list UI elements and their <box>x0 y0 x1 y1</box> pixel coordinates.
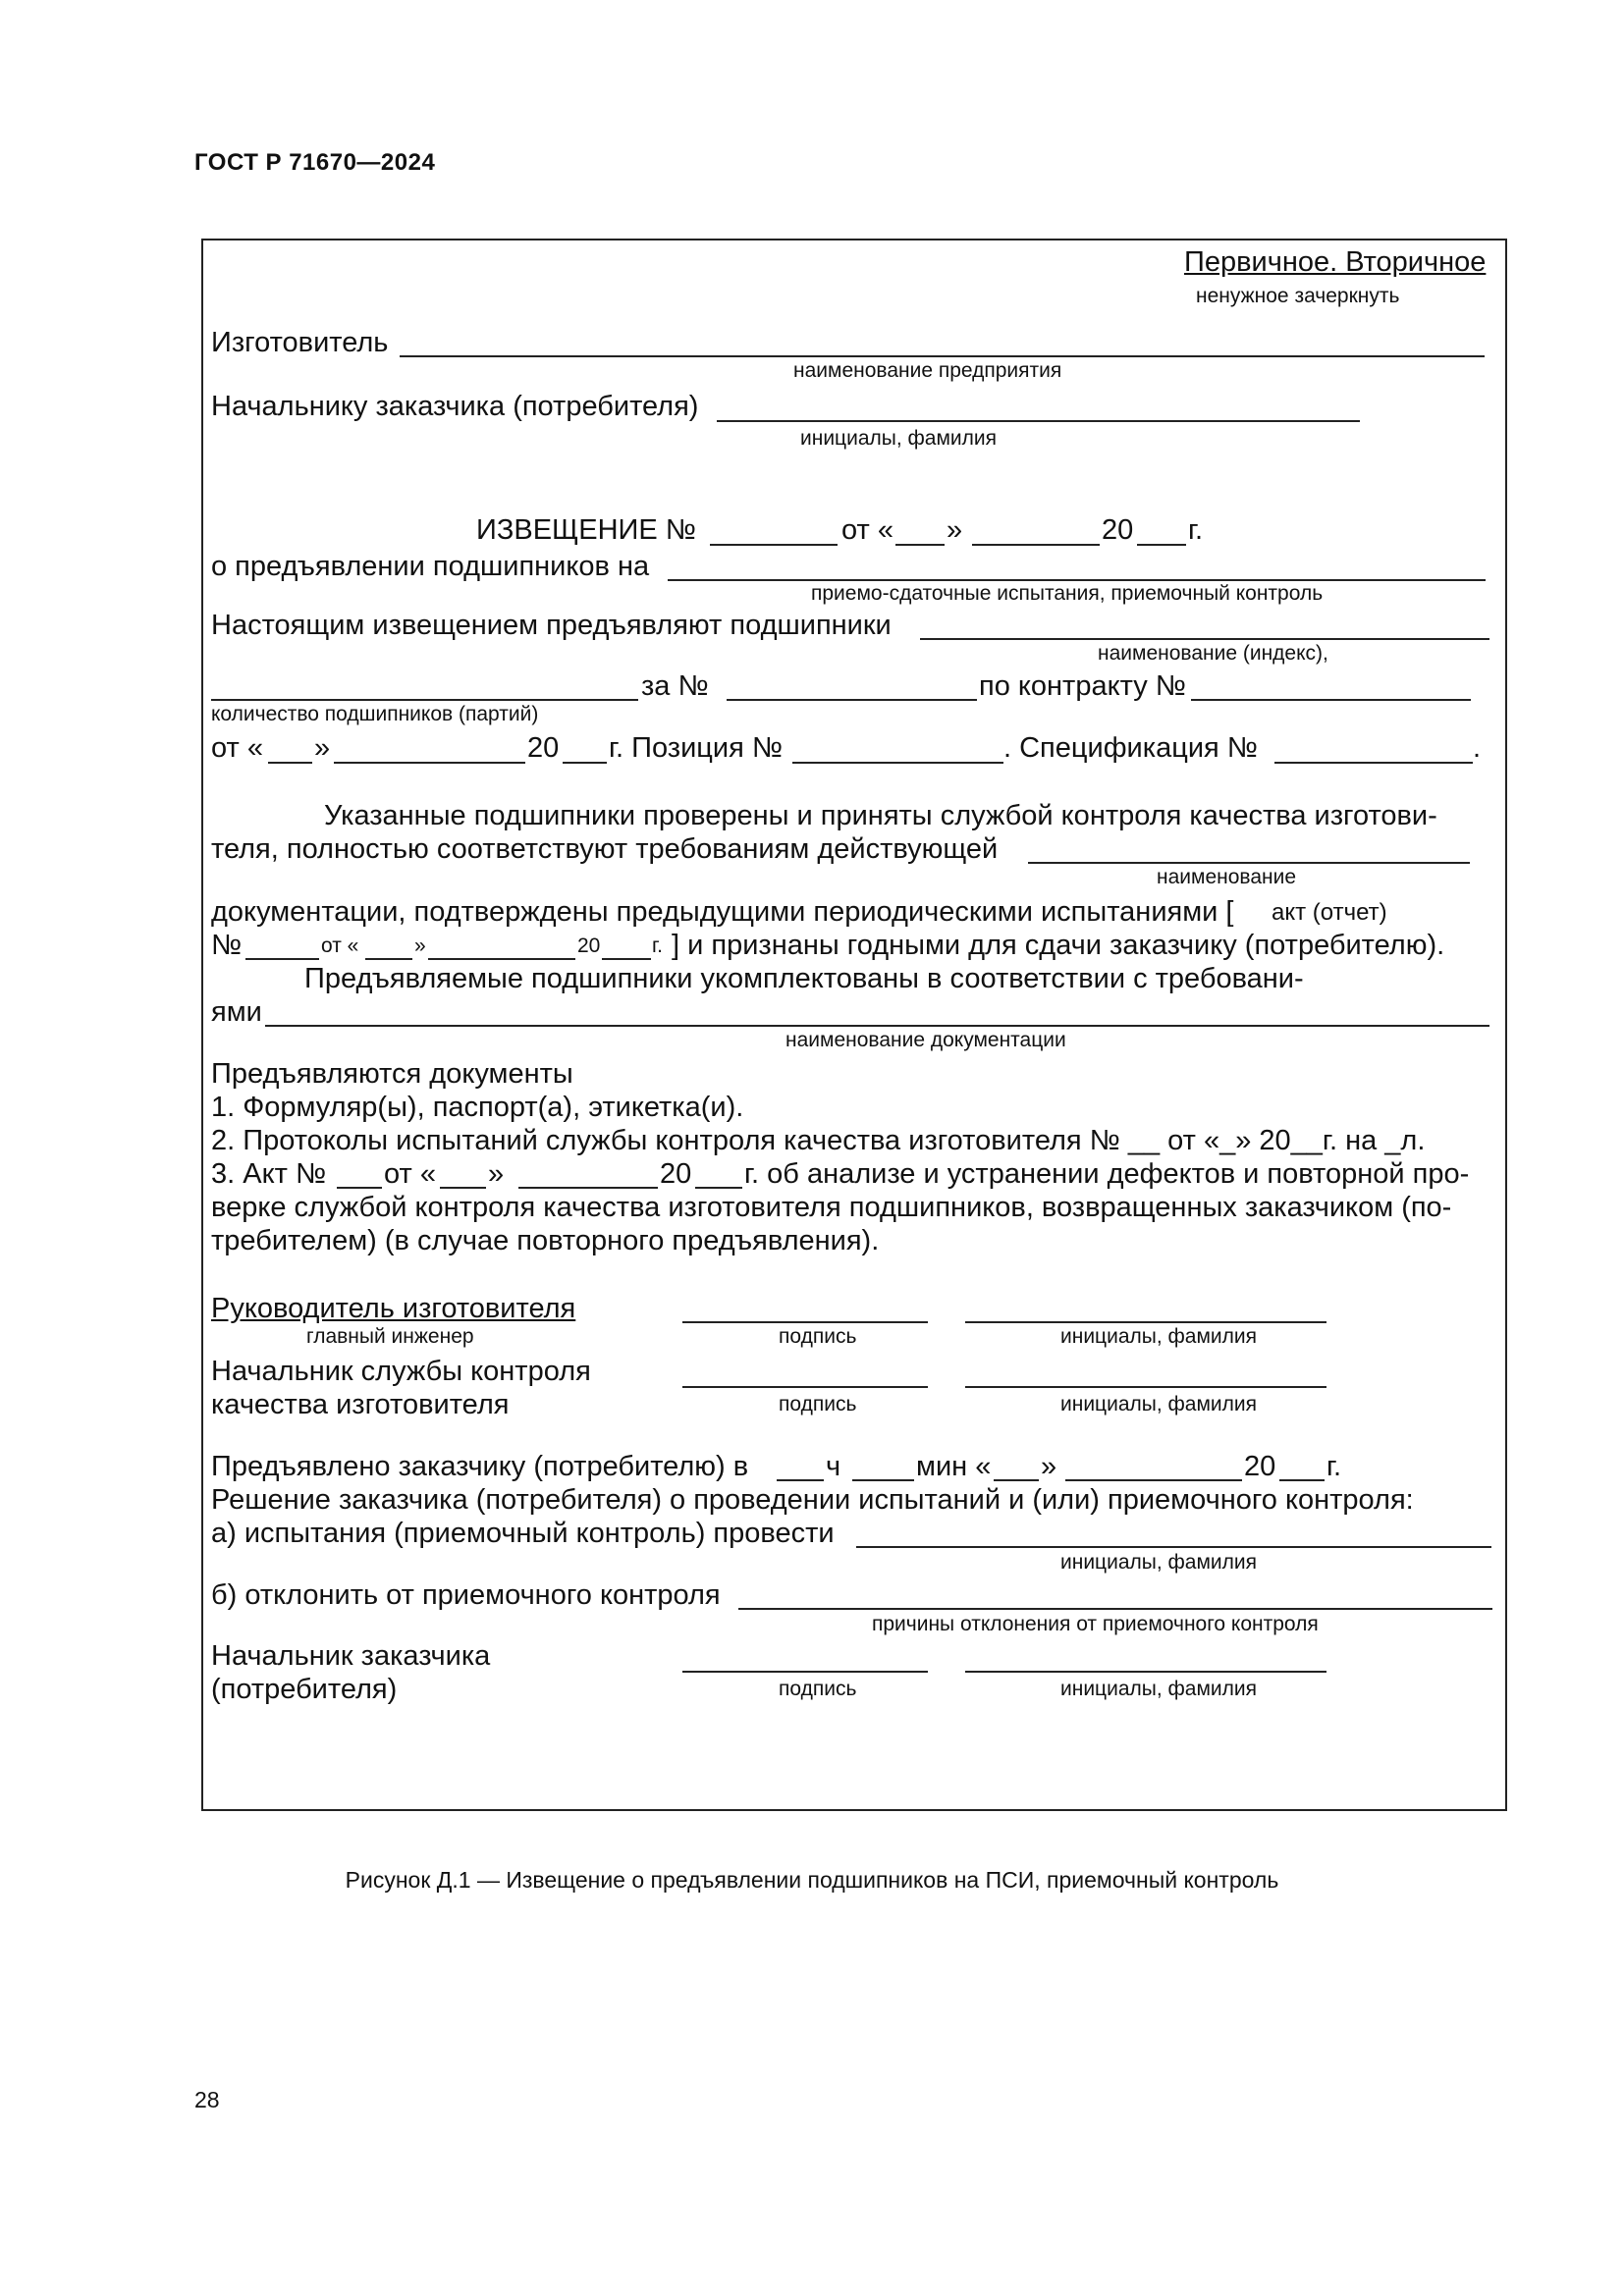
figure-caption: Рисунок Д.1 — Извещение о предъявлении подшипников на ПСИ, приемочный контроль <box>345 1867 1279 1893</box>
present-label: Настоящим извещением предъявляют подшипники <box>211 610 892 641</box>
para2-line2: ями <box>211 996 262 1028</box>
standard-header: ГОСТ Р 71670—2024 <box>194 149 436 176</box>
position-label: г. Позиция № <box>609 732 783 764</box>
doc3-no-line <box>337 1187 382 1189</box>
presented-year: 20 <box>1244 1451 1276 1482</box>
primary-secondary-label: Первичное. Вторичное <box>1184 246 1487 278</box>
decision-label: Решение заказчика (потребителя) о проведении испытаний и (или) приемочного контроля: <box>211 1484 1414 1516</box>
line-from-close: » <box>314 732 331 764</box>
notice-day-line <box>895 544 945 546</box>
para2-line <box>265 1025 1489 1027</box>
para1-line2: теля, полностью соответствуют требованиям действующей <box>211 833 999 865</box>
head-mfr-name-hint: инициалы, фамилия <box>1060 1325 1257 1348</box>
decision-a-hint: инициалы, фамилия <box>1060 1551 1257 1574</box>
para1-quote: » <box>414 934 426 957</box>
head-mfr-hint: главный инженер <box>306 1325 474 1348</box>
presentation-line <box>668 579 1486 581</box>
notice-from: от « <box>841 514 893 546</box>
doc-3-label: 3. Акт № <box>211 1158 327 1190</box>
presented-label: Предъявлено заказчику (потребителю) в <box>211 1451 749 1482</box>
presentation-hint: приемо-сдаточные испытания, приемочный контроль <box>811 582 1324 605</box>
para1-line3: документации, подтверждены предыдущими периодическими испытаниями [ <box>211 896 1234 928</box>
contract-label: по контракту № <box>979 670 1186 702</box>
line-year-fill <box>563 762 607 764</box>
line-year: 20 <box>527 732 560 764</box>
presented-month-line <box>1065 1479 1242 1481</box>
line-month <box>334 762 525 764</box>
position-line <box>792 762 1003 764</box>
head-mfr-name-line <box>965 1321 1326 1323</box>
doc-3-from: от « <box>384 1158 436 1190</box>
present-line <box>920 638 1489 640</box>
presented-g: г. <box>1326 1451 1342 1482</box>
manufacturer-hint: наименование предприятия <box>793 359 1062 382</box>
head-mfr-sign-hint: подпись <box>779 1325 857 1348</box>
decision-b: б) отклонить от приемочного контроля <box>211 1579 721 1611</box>
para1-no: № <box>211 930 243 961</box>
qc-sign-hint: подпись <box>779 1393 857 1415</box>
para1-from: от « <box>321 934 359 957</box>
decision-a-line <box>856 1546 1491 1548</box>
contract-line <box>1191 699 1471 701</box>
docs-title: Предъявляются документы <box>211 1058 573 1090</box>
page-number: 28 <box>194 2087 220 2112</box>
customer-sign-line <box>682 1671 928 1673</box>
para1-year-line <box>602 958 651 960</box>
presented-quote: » <box>1041 1451 1057 1482</box>
doc-3-line2: верке службой контроля качества изготовителя подшипников, возвращенных заказчиком (по- <box>211 1192 1452 1223</box>
customer-head-line1: Начальник заказчика <box>211 1640 491 1672</box>
para2-hint: наименование документации <box>785 1029 1066 1051</box>
presented-min: мин « <box>916 1451 992 1482</box>
notice-quote: » <box>947 514 963 546</box>
presented-h: ч <box>826 1451 841 1482</box>
doc-3-year: 20 <box>660 1158 692 1190</box>
customer-sign-hint: подпись <box>779 1678 857 1700</box>
para1-end: ] и признаны годными для сдачи заказчику (потребителю). <box>672 930 1445 961</box>
doc3-year-line <box>695 1187 742 1189</box>
doc-2: 2. Протоколы испытаний службы контроля качества изготовителя № __ от «_» 20__г. на _л. <box>211 1125 1426 1156</box>
para1-year: 20 <box>577 934 601 957</box>
notice-title: ИЗВЕЩЕНИЕ № <box>476 514 696 546</box>
doc3-day-line <box>440 1187 486 1189</box>
customer-name-hint: инициалы, фамилия <box>1060 1678 1257 1700</box>
qty-hint: количество подшипников (партий) <box>211 703 539 725</box>
doc-1: 1. Формуляр(ы), паспорт(а), этикетка(и). <box>211 1092 744 1123</box>
decision-b-hint: причины отклонения от приемочного контроля <box>872 1613 1319 1635</box>
chief-label: Начальнику заказчика (потребителя) <box>211 391 699 422</box>
notice-year-line <box>1137 544 1186 546</box>
chief-line <box>717 420 1360 422</box>
presented-year-line <box>1279 1479 1325 1481</box>
presentation-label: о предъявлении подшипников на <box>211 551 650 582</box>
presented-day-line <box>994 1479 1039 1481</box>
para1-act: акт (отчет) <box>1272 899 1387 926</box>
za-no-line <box>727 699 977 701</box>
qc-name-line <box>965 1386 1326 1388</box>
para1-g: г. <box>652 934 663 957</box>
para1-day-line <box>365 958 412 960</box>
spec-end: . <box>1473 732 1482 764</box>
para2-line1: Предъявляемые подшипники укомплектованы в соответствии с требовани- <box>304 963 1304 994</box>
qc-name-hint: инициалы, фамилия <box>1060 1393 1257 1415</box>
strike-hint: ненужное зачеркнуть <box>1196 285 1400 307</box>
para1-no-line <box>245 958 319 960</box>
decision-b-line <box>738 1608 1492 1610</box>
decision-a: а) испытания (приемочный контроль) провести <box>211 1518 835 1549</box>
qty-line <box>211 699 638 701</box>
za-no-label: за № <box>641 670 709 702</box>
para1-doc-line <box>1028 862 1470 864</box>
notice-number-line <box>710 544 838 546</box>
notice-month-line <box>972 544 1100 546</box>
doc-3-rest: г. об анализе и устранении дефектов и повторной про- <box>744 1158 1470 1190</box>
para1-hint: наименование <box>1157 866 1297 888</box>
para1-line1: Указанные подшипники проверены и приняты службой контроля качества изготови- <box>324 800 1437 831</box>
doc-3-quote: » <box>488 1158 505 1190</box>
customer-name-line <box>965 1671 1326 1673</box>
qc-head-line2: качества изготовителя <box>211 1389 510 1420</box>
head-mfr-sign-line <box>682 1321 928 1323</box>
manufacturer-line <box>400 355 1485 357</box>
manufacturer-label: Изготовитель <box>211 327 389 358</box>
doc3-month-line <box>518 1187 658 1189</box>
presented-min-line <box>852 1479 914 1481</box>
notice-year: 20 <box>1102 514 1134 546</box>
line-day <box>268 762 312 764</box>
present-hint: наименование (индекс), <box>1098 642 1328 665</box>
head-mfr-label: Руководитель изготовителя <box>211 1293 576 1324</box>
notice-g: г. <box>1188 514 1204 546</box>
line-from-open: от « <box>211 732 263 764</box>
chief-hint: инициалы, фамилия <box>800 427 997 450</box>
spec-line <box>1274 762 1473 764</box>
para1-month-line <box>428 958 575 960</box>
qc-sign-line <box>682 1386 928 1388</box>
customer-head-line2: (потребителя) <box>211 1674 398 1705</box>
doc-3-line3: требителем) (в случае повторного предъявления). <box>211 1225 880 1256</box>
qc-head-line1: Начальник службы контроля <box>211 1356 591 1387</box>
spec-label: . Спецификация № <box>1003 732 1258 764</box>
presented-hour-line <box>777 1479 824 1481</box>
